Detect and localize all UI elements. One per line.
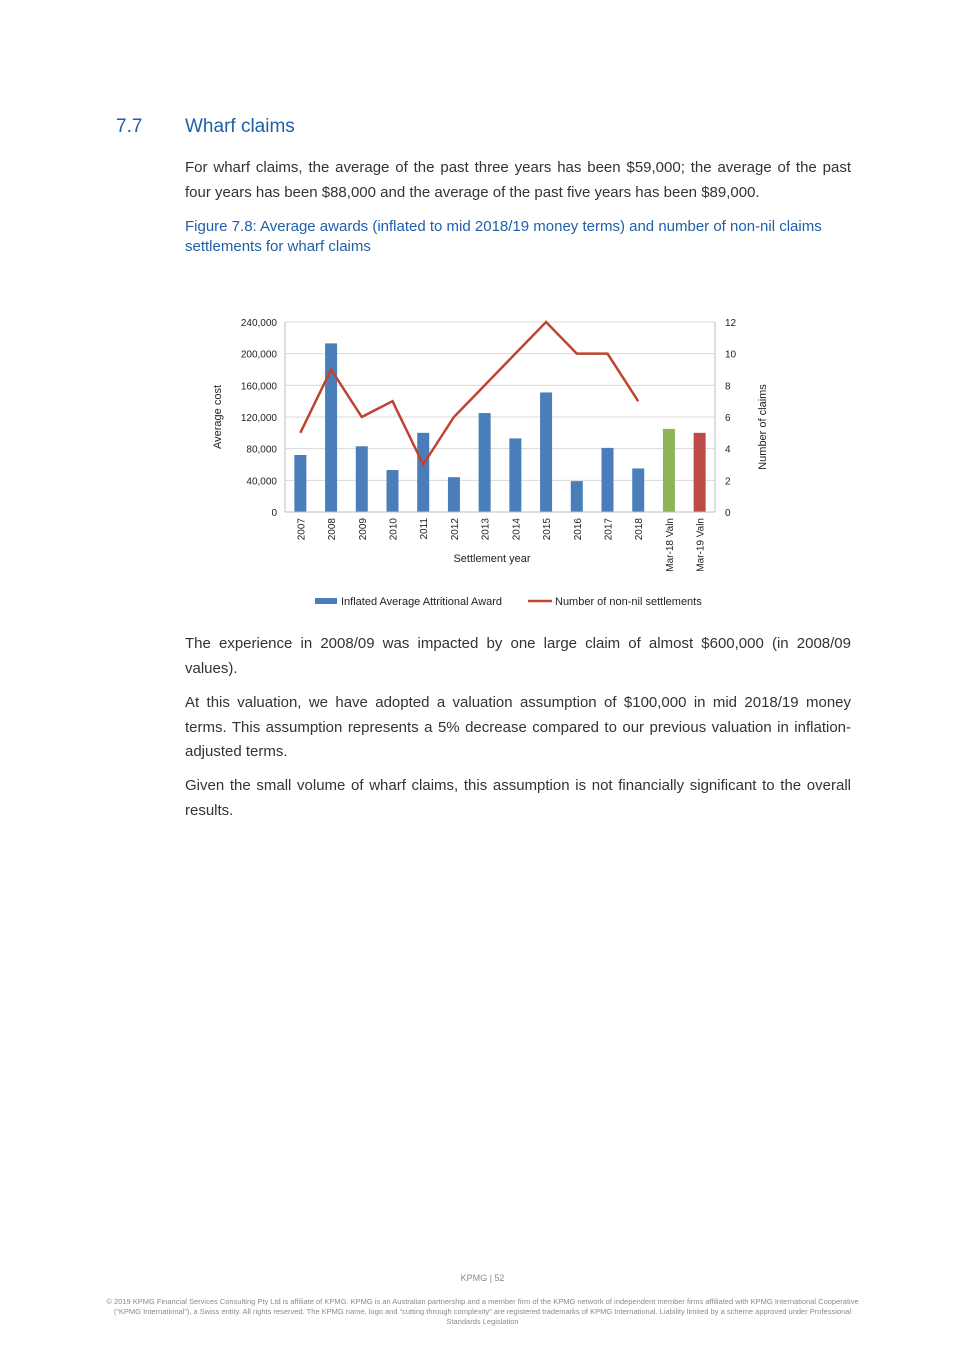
bar xyxy=(663,429,675,512)
bar xyxy=(294,455,306,512)
footer-legal-text: © 2019 KPMG Financial Services Consulting Pty Ltd is affiliate of KPMG. KPMG is an Australian partnership and a member firm of the KPMG network of independent member firms affiliated with KPMG International Cooperative (“KPMG International”), a Swiss entity. All rights reserved. The KPMG name, logo and “cutting through complexity” are registered trademarks of KPMG International. Liability limited by a scheme approved under Professional Standards Legislation xyxy=(106,1297,859,1326)
section-number: 7.7 xyxy=(116,116,143,137)
y-tick-label: 240,000 xyxy=(240,318,277,329)
y2-tick-label: 6 xyxy=(725,413,731,424)
y-tick-label: 200,000 xyxy=(240,349,277,361)
y2-axis-title: Number of claims xyxy=(757,384,769,470)
y2-tick-label: 0 xyxy=(725,508,731,519)
bar xyxy=(356,446,368,512)
x-tick-label: 2010 xyxy=(388,518,400,541)
settlements-line xyxy=(300,322,638,465)
x-tick-label: 2011 xyxy=(419,518,431,540)
legend-label-bar: Inflated Average Attritional Award xyxy=(341,596,503,608)
x-tick-label: 2014 xyxy=(511,518,523,541)
y-tick-label: 80,000 xyxy=(246,444,277,456)
x-tick-label: 2009 xyxy=(357,518,369,541)
x-tick-label: 2007 xyxy=(296,518,308,541)
bar xyxy=(387,470,399,512)
bar xyxy=(479,413,491,512)
x-tick-label: Mar-18 Valn xyxy=(664,518,676,572)
experience-paragraph: The experience in 2008/09 was impacted by one large claim of almost $600,000 (in 2008/09 values). xyxy=(185,635,851,677)
gridlines xyxy=(285,322,715,512)
legend-label-line: Number of non-nil settlements xyxy=(555,596,702,608)
legend-swatch-bar xyxy=(315,598,337,604)
figure-caption: Figure 7.8: Average awards (inflated to mid 2018/19 money terms) and number of non-nil claims settlements for wharf claims xyxy=(185,218,822,255)
bar xyxy=(602,448,614,512)
y2-tick-label: 4 xyxy=(725,444,731,456)
bar xyxy=(417,433,429,512)
section-heading xyxy=(116,116,856,140)
x-tick-label: 2018 xyxy=(634,518,646,541)
x-tick-label: 2013 xyxy=(480,518,492,541)
x-tick-label: 2008 xyxy=(327,518,339,541)
y-axis-title: Average cost xyxy=(212,384,224,450)
x-tick-label: Mar-19 Valn xyxy=(695,518,707,572)
significance-paragraph: Given the small volume of wharf claims, this assumption is not financially significant to the overall results. xyxy=(185,777,851,819)
y-tick-label: 0 xyxy=(271,508,277,519)
section-title: Wharf claims xyxy=(185,116,295,137)
bar xyxy=(571,481,583,512)
x-tick-label: 2016 xyxy=(572,518,584,541)
y2-tick-label: 8 xyxy=(725,381,731,393)
x-tick-label: 2015 xyxy=(542,518,554,541)
bar xyxy=(509,438,521,512)
line-series xyxy=(300,322,638,465)
footer-page-number: KPMG | 52 xyxy=(460,1273,505,1283)
intro-paragraph: For wharf claims, the average of the past three years has been $59,000; the average of the past four years has been $88,000 and the average of the past five years has been $89,000. xyxy=(185,159,851,201)
assumption-paragraph: At this valuation, we have adopted a valuation assumption of $100,000 in mid 2018/19 money terms. This assumption represents a 5% decrease compared to our previous valuation in inflation-adjusted terms. xyxy=(185,694,851,760)
y-tick-label: 40,000 xyxy=(246,476,277,488)
bar xyxy=(694,433,706,512)
x-axis-title: Settlement year xyxy=(453,553,531,565)
x-tick-label: 2017 xyxy=(603,518,615,541)
y-tick-label: 160,000 xyxy=(240,381,277,393)
y2-tick-label: 2 xyxy=(725,476,731,488)
x-tick-label: 2012 xyxy=(449,518,461,541)
legend xyxy=(315,596,702,608)
y-tick-label: 120,000 xyxy=(240,413,277,424)
bar xyxy=(448,477,460,512)
y2-tick-label: 12 xyxy=(725,318,737,329)
y2-tick-label: 10 xyxy=(725,349,737,361)
bar xyxy=(540,392,552,512)
bar xyxy=(632,468,644,512)
combo-chart xyxy=(200,305,780,620)
